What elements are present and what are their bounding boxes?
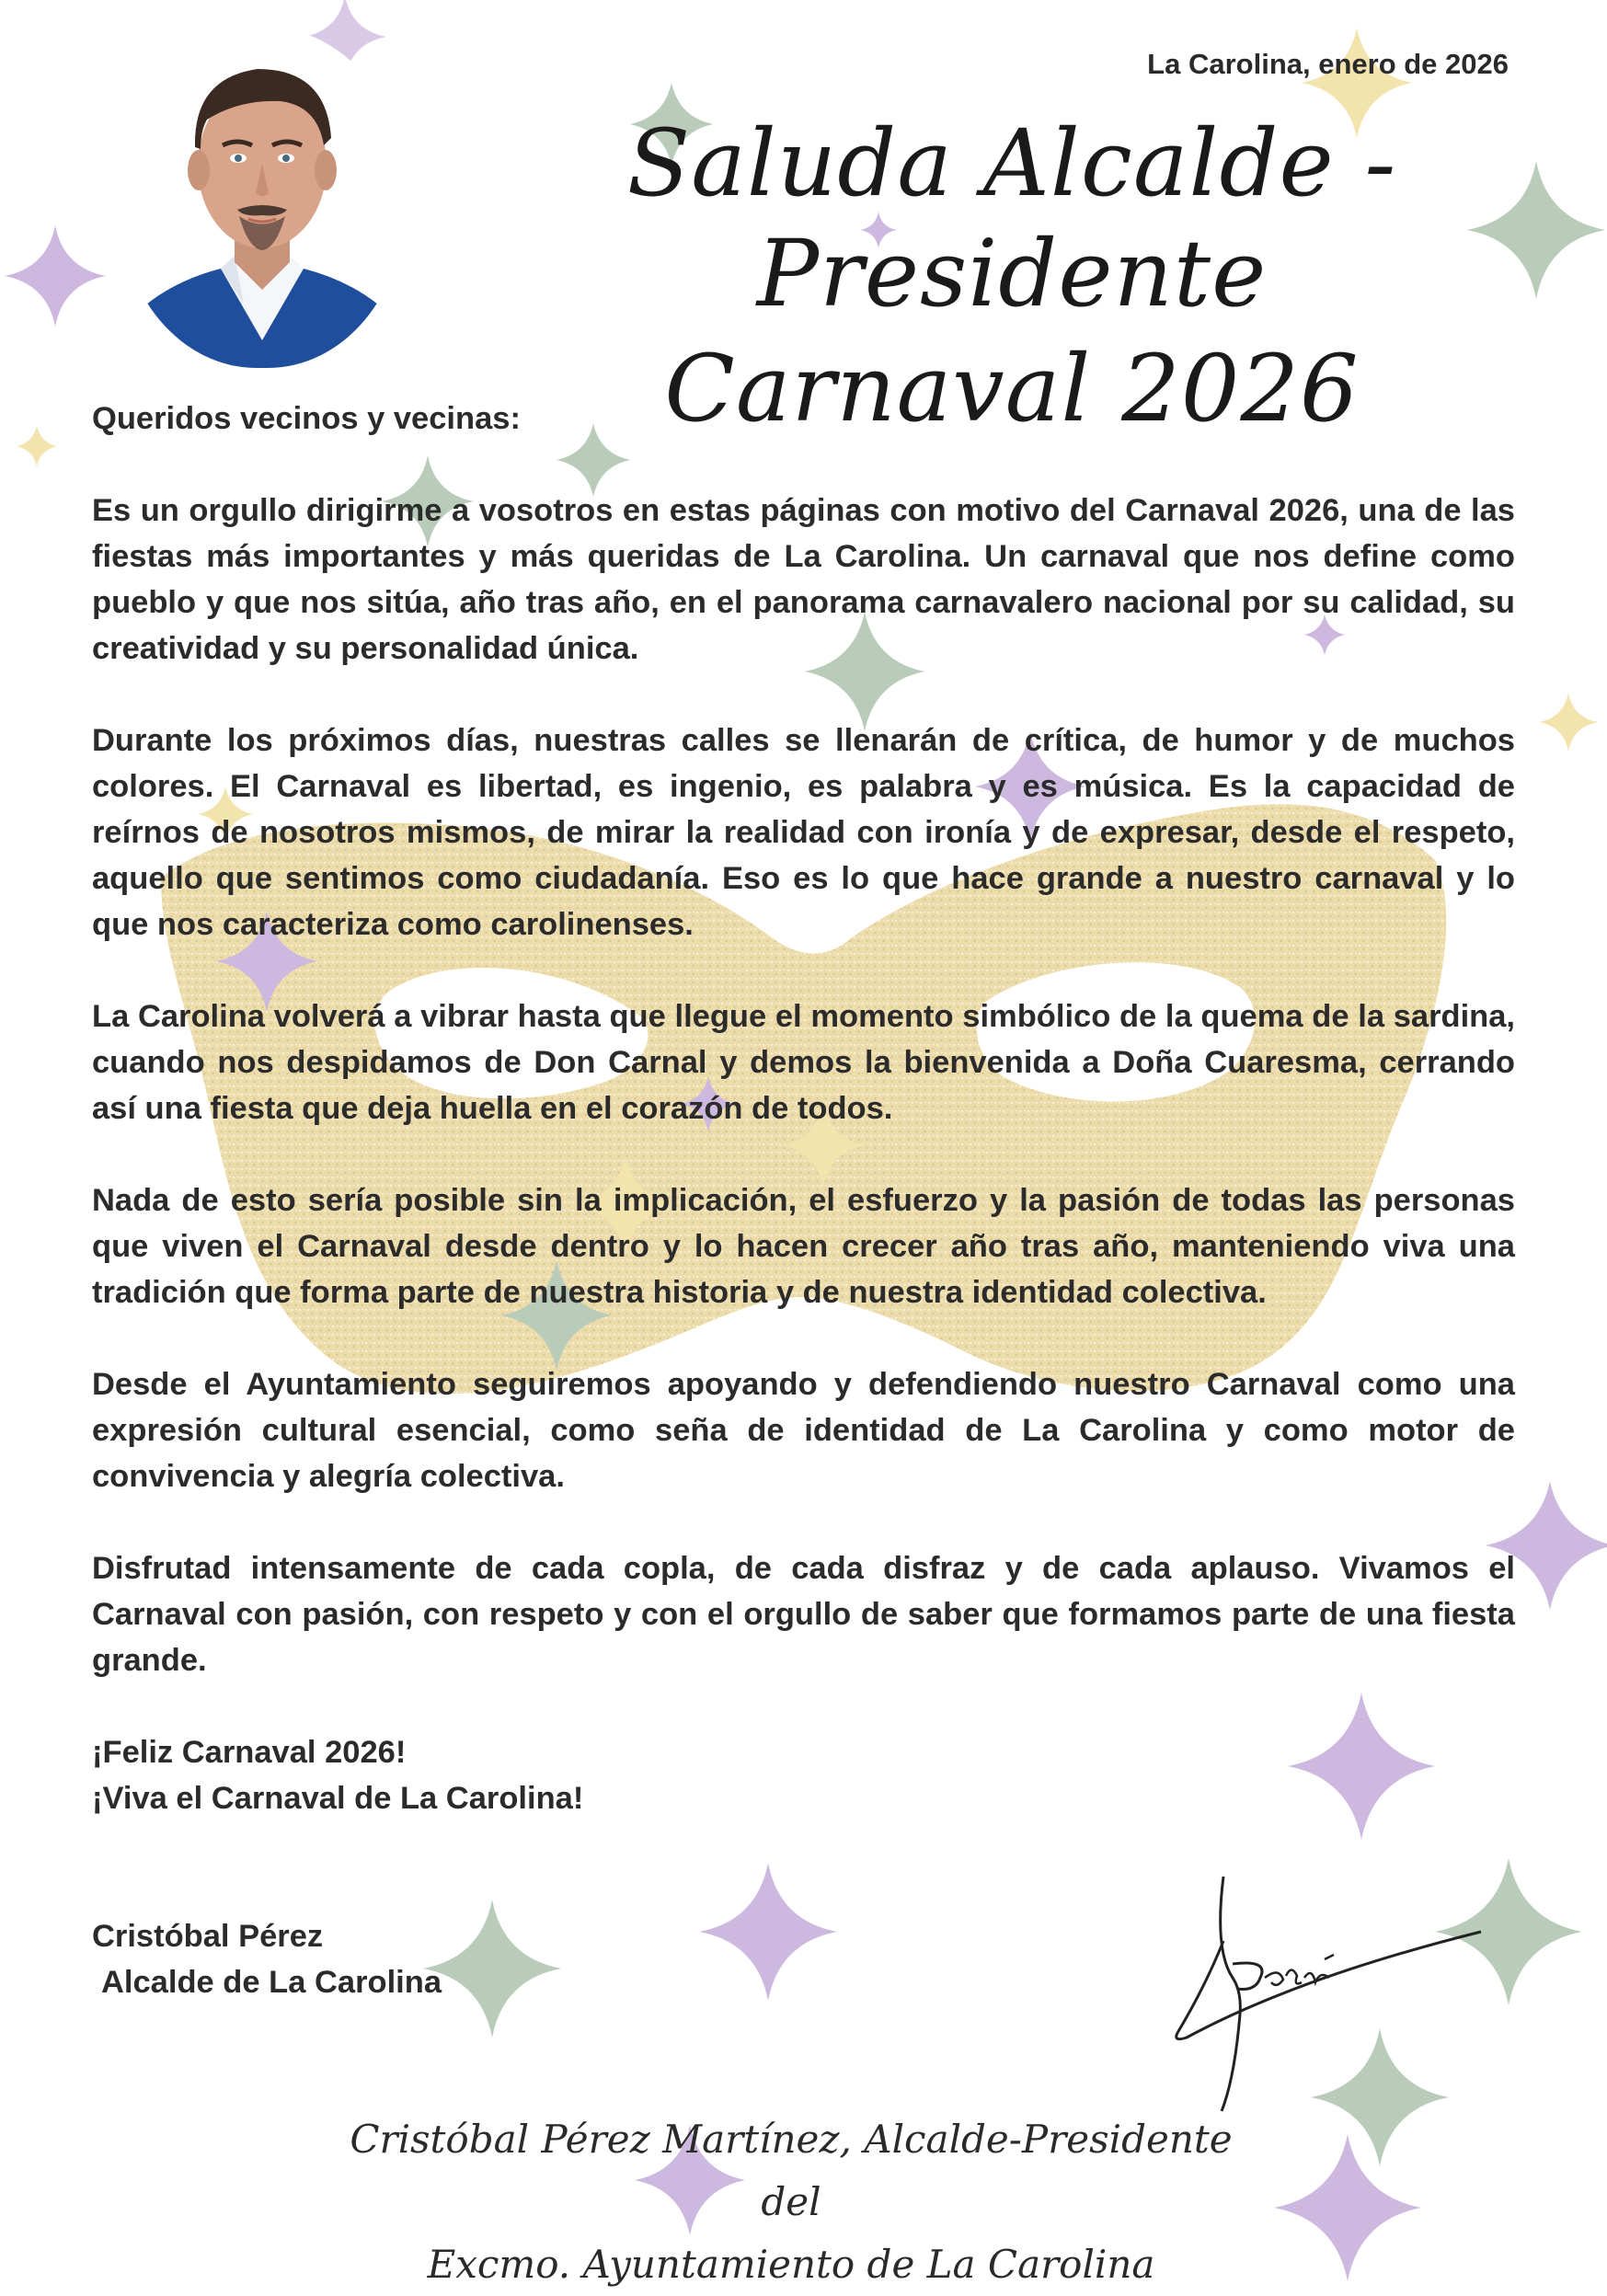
signer-name: Cristóbal Pérez bbox=[92, 1919, 324, 1954]
letter-closing bbox=[92, 1729, 1515, 1821]
sparkle-icon bbox=[17, 426, 57, 466]
sparkle-icon bbox=[1539, 693, 1598, 752]
footer-line-1: Cristóbal Pérez Martínez, Alcalde-Presidente del bbox=[350, 2117, 1233, 2224]
letter-paragraph: La Carolina volverá a vibrar hasta que llegue el momento simbólico de la quema de la sardina, cuando nos despidamos de Don Carnal y demos la bienvenida a Doña Cuaresma, cerrando así una fiesta que deja huella en el corazón de todos. bbox=[92, 999, 1515, 1126]
closing-line-1: ¡Feliz Carnaval 2026! bbox=[92, 1735, 407, 1770]
sparkle-icon bbox=[1274, 2134, 1421, 2281]
letter-body bbox=[92, 396, 1515, 2005]
title-line-2: Carnaval 2026 bbox=[664, 335, 1360, 442]
footer-line-2: Excmo. Ayuntamiento de La Carolina bbox=[427, 2242, 1155, 2287]
footer-credit bbox=[331, 2108, 1251, 2296]
signer-role: Alcalde de La Carolina bbox=[101, 1965, 442, 2000]
letter-paragraph: Desde el Ayuntamiento seguiremos apoyando y defendiendo nuestro Carnaval como una expresión cultural esencial, como seña de identidad de La Carolina y como motor de convivencia y alegría colectiva. bbox=[92, 1367, 1515, 1494]
letter-paragraph: Es un orgullo dirigirme a vosotros en estas páginas con motivo del Carnaval 2026, una de las fiestas más importantes y más queridas de La Carolina. Un carnaval que nos define como pueblo y que nos sitúa, año tras año, en el panorama carnavalero nacional por su calidad, su creatividad y su personalidad única. bbox=[92, 493, 1515, 666]
letter-paragraph: Durante los próximos días, nuestras calles se llenarán de crítica, de humor y de muchos colores. El Carnaval es libertad, es ingenio, es palabra y es música. Es la capacidad de reírnos de nosotros mismos, de mirar la realidad con ironía y de expresar, desde el respeto, aquello que sentimos como ciudadanía. Eso es lo que hace grande a nuestro carnaval y lo que nos caracteriza como carolinenses. bbox=[92, 723, 1515, 942]
mayor-portrait bbox=[120, 28, 405, 368]
sparkle-icon bbox=[5, 225, 106, 327]
letter-greeting: Queridos vecinos y vecinas: bbox=[92, 401, 521, 436]
letter-date: La Carolina, enero de 2026 bbox=[1147, 48, 1509, 80]
letter-paragraph: Disfrutad intensamente de cada copla, de cada disfraz y de cada aplauso. Vivamos el Carnaval con pasión, con respeto y con el orgullo de saber que formamos parte de una fiesta grande. bbox=[92, 1551, 1515, 1678]
title-line-1: Saluda Alcalde - Presidente bbox=[626, 109, 1397, 327]
handwritten-signature bbox=[1168, 1867, 1499, 2125]
closing-line-2: ¡Viva el Carnaval de La Carolina! bbox=[92, 1781, 584, 1816]
letter-paragraph: Nada de esto sería posible sin la implicación, el esfuerzo y la pasión de todas las personas que viven el Carnaval desde dentro y lo hacen crecer año tras año, manteniendo viva una tradición que forma parte de nuestra historia y de nuestra identidad colectiva. bbox=[92, 1183, 1515, 1310]
